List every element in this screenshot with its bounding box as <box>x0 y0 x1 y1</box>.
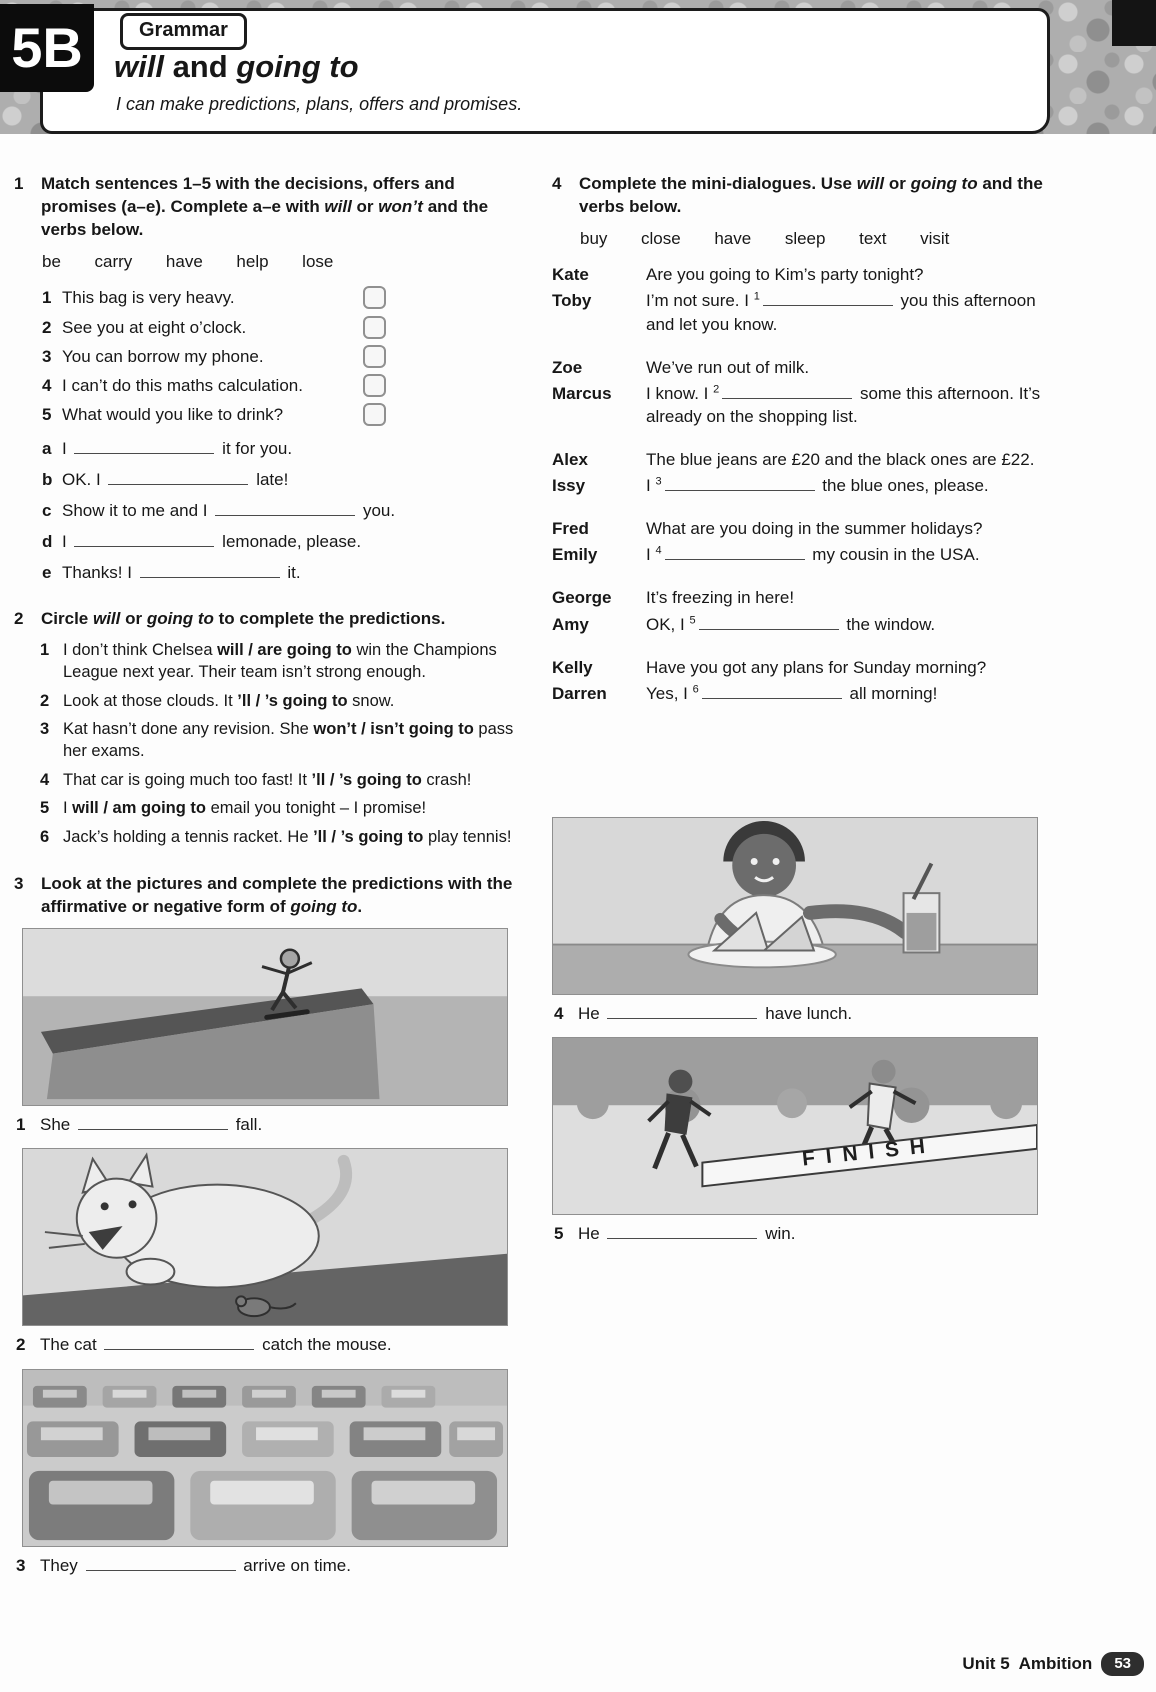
answer-box[interactable] <box>363 374 386 397</box>
picture-3-caption <box>16 1554 514 1577</box>
blank-number: 4 <box>655 544 662 557</box>
text-segment: it for you. <box>217 438 293 458</box>
picture-4-illustration <box>553 818 1037 994</box>
unit-tab: 5B <box>0 4 94 92</box>
answer-sentence <box>62 468 288 491</box>
dialogue-line <box>552 382 1046 428</box>
text-segment: OK. I <box>62 470 106 490</box>
dialogue-text <box>646 263 1046 286</box>
exercise-3-instructions <box>41 872 514 918</box>
text-segment: going to <box>290 897 358 917</box>
text-segment: win the Champions League next year. Their team isn’t strong enough. <box>63 640 497 682</box>
sentence-text: See you at eight o’clock. <box>62 317 247 337</box>
sentence-number: 1 <box>42 288 52 308</box>
text-segment: We’ve run out of milk. <box>646 357 810 377</box>
exercise-2-number: 2 <box>14 608 24 628</box>
write-in-blank[interactable] <box>74 441 214 454</box>
caption-number: 2 <box>16 1335 26 1355</box>
answer-sentence <box>62 530 361 553</box>
picture-5-illustration <box>553 1038 1037 1214</box>
text-segment: won’t <box>378 197 423 217</box>
text-segment: will <box>114 49 164 84</box>
text-segment: or <box>884 174 911 193</box>
text-segment: ’ll / ’s going to <box>311 770 422 789</box>
text-segment: the blue ones, please. <box>817 476 989 496</box>
text-segment: Look at the pictures and complete the predictions with the affirmative or negative form of <box>41 874 513 917</box>
blank-number: 5 <box>689 613 696 626</box>
dialogue-text <box>646 586 1046 609</box>
caption-text <box>40 1113 262 1136</box>
text-segment: It’s freezing in here! <box>646 588 795 608</box>
text-segment: will / are going to <box>217 640 352 659</box>
write-in-blank[interactable] <box>74 534 214 547</box>
text-segment: Are you going to Kim’s party tonight? <box>646 265 924 285</box>
page-columns <box>14 172 1046 1589</box>
text-segment: will / am going to <box>72 799 207 818</box>
match-sentence <box>42 316 386 339</box>
answer-box[interactable] <box>363 403 386 426</box>
text-segment: . <box>357 897 363 917</box>
text-segment: Jack’s holding a tennis racket. He <box>63 827 314 846</box>
caption-number: 1 <box>16 1115 26 1135</box>
page-subtitle: I can make predictions, plans, offers and promises. <box>116 94 523 114</box>
dialogue-line <box>552 656 1046 679</box>
dialogue-line <box>552 289 1046 335</box>
speaker-name: Kelly <box>552 657 593 677</box>
page-title <box>114 46 359 88</box>
answer-letter: d <box>42 532 53 552</box>
speaker-name: Emily <box>552 545 598 565</box>
caption-text <box>40 1333 392 1356</box>
text-segment: it. <box>282 563 301 583</box>
match-sentence <box>42 403 386 426</box>
answer-letter: e <box>42 563 52 583</box>
dialogue-line <box>552 586 1046 609</box>
dialogue-text <box>646 356 1046 379</box>
mini-dialogue <box>552 656 1046 705</box>
text-segment: ’ll / ’s going to <box>313 827 424 846</box>
exercise-3-number: 3 <box>14 874 24 894</box>
speaker-name: George <box>552 588 612 608</box>
text-segment: will <box>324 197 352 217</box>
text-segment: have lunch. <box>760 1003 853 1023</box>
text-segment: Yes, I <box>646 683 693 703</box>
sentence-number: 4 <box>42 375 52 395</box>
text-segment: Kat hasn’t done any revision. She <box>63 719 314 738</box>
text-segment: Have you got any plans for Sunday morning? <box>646 657 987 677</box>
text-segment: Circle <box>41 608 93 628</box>
caption-text <box>578 1222 795 1245</box>
text-segment: Look at those clouds. It <box>63 691 238 710</box>
picture-5-caption <box>554 1222 1046 1245</box>
answer-letter: a <box>42 438 52 458</box>
text-segment: to complete the predictions. <box>213 608 446 628</box>
dialogue-text <box>646 382 1046 428</box>
text-segment: late! <box>251 470 289 490</box>
prediction-item[interactable] <box>40 639 514 684</box>
picture-3-traffic-jam <box>22 1369 508 1547</box>
answer-letter: b <box>42 470 53 490</box>
dialogue-text <box>646 448 1046 471</box>
picture-5-race-finish <box>552 1037 1038 1215</box>
caption-text <box>40 1554 351 1577</box>
text-segment: some this afternoon. It’s already on the shopping list. <box>646 383 1041 426</box>
text-segment: She <box>40 1115 75 1135</box>
item-number: 4 <box>40 770 50 789</box>
item-text <box>63 826 514 848</box>
blank-number: 1 <box>753 290 760 303</box>
match-sentence <box>42 374 386 397</box>
sentence-number: 3 <box>42 346 52 366</box>
text-segment: They <box>40 1555 83 1575</box>
page-corner-block <box>1112 0 1156 46</box>
speaker-name: Zoe <box>552 357 583 377</box>
text-segment: I <box>646 545 656 565</box>
sentence-number: 5 <box>42 404 52 424</box>
text-segment: Thanks! I <box>62 563 137 583</box>
caption-number: 3 <box>16 1555 26 1575</box>
text-segment: He <box>578 1223 605 1243</box>
dialogue-line <box>552 474 1046 497</box>
answer-list <box>14 437 514 585</box>
match-list <box>14 286 514 426</box>
text-segment: fall. <box>230 1115 263 1135</box>
text-segment: catch the mouse. <box>257 1335 392 1355</box>
write-in-blank[interactable] <box>607 1226 757 1239</box>
sentence-text: This bag is very heavy. <box>62 288 235 308</box>
picture-2-caption <box>16 1333 514 1356</box>
answer-sentence <box>62 561 301 584</box>
write-in-blank[interactable] <box>722 386 852 399</box>
item-text <box>63 769 514 791</box>
match-sentence <box>42 286 386 309</box>
match-sentence <box>42 345 386 368</box>
dialogue-line <box>552 448 1046 471</box>
dialogue-line <box>552 517 1046 540</box>
text-segment: will <box>92 608 121 628</box>
exercise-1-instructions <box>41 172 514 241</box>
dialogue-line <box>552 263 1046 286</box>
write-in-blank[interactable] <box>665 547 805 560</box>
text-segment: Complete the mini-dialogues. Use <box>579 174 857 193</box>
answer-line <box>42 499 514 522</box>
answer-letter: c <box>42 501 52 521</box>
page-footer <box>962 1652 1144 1676</box>
blank-number: 6 <box>692 683 699 696</box>
picture-4-boy-lunch <box>552 817 1038 995</box>
footer-unit-label: Unit 5 <box>962 1654 1010 1674</box>
text-segment: lemonade, please. <box>217 532 362 552</box>
picture-3-illustration <box>23 1370 507 1546</box>
picture-1-caption <box>16 1113 514 1136</box>
prediction-item[interactable] <box>40 797 514 819</box>
answer-sentence <box>62 437 292 460</box>
exercise-2 <box>14 607 514 849</box>
item-number: 1 <box>40 640 50 659</box>
speaker-name: Toby <box>552 291 592 311</box>
finish-banner-text: FINISH <box>801 1133 937 1171</box>
answer-box[interactable] <box>363 286 386 309</box>
exercise-4-instructions <box>579 172 1046 218</box>
text-segment: What are you doing in the summer holidays? <box>646 519 983 539</box>
answer-line <box>42 468 514 491</box>
speaker-name: Alex <box>552 449 588 469</box>
text-segment: crash! <box>421 770 472 789</box>
sentence-number: 2 <box>42 317 52 337</box>
dialogue-text <box>646 474 1046 497</box>
text-segment: and the verbs below. <box>579 174 1043 217</box>
write-in-blank[interactable] <box>104 1337 254 1350</box>
item-text <box>63 690 514 712</box>
text-segment: going to <box>236 49 359 84</box>
text-segment: The cat <box>40 1335 102 1355</box>
text-segment: I <box>62 438 72 458</box>
text-segment: the window. <box>841 614 936 634</box>
write-in-blank[interactable] <box>665 478 815 491</box>
prediction-item[interactable] <box>40 826 514 848</box>
mini-dialogue <box>552 263 1046 335</box>
dialogue-text <box>646 656 1046 679</box>
page-number-badge: 53 <box>1101 1652 1144 1676</box>
dialogue-line <box>552 682 1046 705</box>
text-segment: or <box>351 197 379 217</box>
section-label: Grammar <box>120 13 247 50</box>
answer-box[interactable] <box>363 345 386 368</box>
exercise-1-number: 1 <box>14 174 24 193</box>
text-segment: you. <box>358 501 396 521</box>
item-number: 6 <box>40 827 50 846</box>
text-segment: and the verbs below. <box>41 197 489 240</box>
write-in-blank[interactable] <box>763 293 893 306</box>
mini-dialogue <box>552 448 1046 497</box>
text-segment: I know. I <box>646 383 714 403</box>
right-column <box>552 172 1046 1589</box>
answer-sentence <box>62 499 395 522</box>
footer-topic-label: Ambition <box>1018 1654 1093 1674</box>
exercise-2-instructions <box>41 607 514 630</box>
picture-4-caption <box>554 1002 1046 1025</box>
prediction-item[interactable] <box>40 718 514 763</box>
caption-text <box>578 1002 852 1025</box>
sentence-text: What would you like to drink? <box>62 404 284 424</box>
dialogue-text <box>646 613 1046 636</box>
speaker-name: Fred <box>552 519 589 539</box>
text-segment: I <box>646 476 656 496</box>
exercise-1-word-bank: be carry have help lose <box>42 252 334 272</box>
speaker-name: Marcus <box>552 383 612 403</box>
write-in-blank[interactable] <box>702 686 842 699</box>
mini-dialogue <box>552 586 1046 635</box>
picture-1-illustration <box>23 929 507 1105</box>
text-segment: email you tonight – I promise! <box>206 799 427 818</box>
text-segment: my cousin in the USA. <box>807 545 980 565</box>
picture-1-skateboarder <box>22 928 508 1106</box>
write-in-blank[interactable] <box>86 1558 236 1571</box>
sentence-text: I can’t do this maths calculation. <box>62 375 303 395</box>
picture-2-cat-and-mouse <box>22 1148 508 1326</box>
text-segment: He <box>578 1003 605 1023</box>
text-segment: I <box>63 799 73 818</box>
text-segment: win. <box>760 1223 796 1243</box>
text-segment: you this afternoon and let you know. <box>646 291 1036 334</box>
left-column <box>14 172 514 1589</box>
write-in-blank[interactable] <box>108 472 248 485</box>
write-in-blank[interactable] <box>215 503 355 516</box>
exercise-3-right-pictures <box>552 817 1046 1245</box>
text-segment: Show it to me and I <box>62 501 213 521</box>
answer-line <box>42 561 514 584</box>
exercise-4 <box>552 172 1046 705</box>
item-number: 3 <box>40 719 50 738</box>
caption-number: 4 <box>554 1003 564 1023</box>
dialogue-text <box>646 543 1046 566</box>
item-text <box>63 797 514 819</box>
text-segment: That car is going much too fast! It <box>63 770 312 789</box>
text-segment: ’ll / ’s going to <box>237 691 348 710</box>
text-segment: will <box>856 174 885 193</box>
text-segment: and <box>163 49 237 84</box>
dialogue-line <box>552 356 1046 379</box>
exercise-4-word-bank: buy close have sleep text visit <box>580 229 950 249</box>
dialogue-text <box>646 682 1046 705</box>
dialogue-text <box>646 517 1046 540</box>
prediction-item[interactable] <box>40 769 514 791</box>
speaker-name: Darren <box>552 683 607 703</box>
item-number: 5 <box>40 799 50 818</box>
picture-2-illustration <box>23 1149 507 1325</box>
blank-number: 3 <box>655 475 662 488</box>
exercise-4-number: 4 <box>552 174 562 193</box>
text-segment: I’m not sure. I <box>646 291 754 311</box>
text-segment: play tennis! <box>423 827 512 846</box>
speaker-name: Amy <box>552 614 589 634</box>
text-segment: arrive on time. <box>238 1555 351 1575</box>
answer-line <box>42 530 514 553</box>
mini-dialogue <box>552 517 1046 566</box>
mini-dialogue <box>552 356 1046 428</box>
dialogue-line <box>552 543 1046 566</box>
blank-number: 2 <box>713 383 720 396</box>
text-segment: or <box>120 608 147 628</box>
answer-box[interactable] <box>363 316 386 339</box>
text-segment: I don’t think Chelsea <box>63 640 218 659</box>
write-in-blank[interactable] <box>699 617 839 630</box>
text-segment: The blue jeans are £20 and the black ones are £22. <box>646 449 1035 469</box>
dialogue-line <box>552 613 1046 636</box>
answer-line <box>42 437 514 460</box>
text-segment: all morning! <box>844 683 938 703</box>
text-segment: going to <box>146 608 214 628</box>
text-segment: OK, I <box>646 614 690 634</box>
text-segment: Match sentences 1–5 with the decisions, offers and promises (a–e). Complete a–e with <box>41 174 455 217</box>
sentence-text: You can borrow my phone. <box>62 346 264 366</box>
write-in-blank[interactable] <box>78 1117 228 1130</box>
exercise-3 <box>14 872 514 1577</box>
item-text <box>63 639 514 684</box>
caption-number: 5 <box>554 1223 564 1243</box>
speaker-name: Kate <box>552 265 589 285</box>
text-segment: I <box>62 532 72 552</box>
speaker-name: Issy <box>552 476 586 496</box>
prediction-item[interactable] <box>40 690 514 712</box>
text-segment: going to <box>910 174 978 193</box>
write-in-blank[interactable] <box>607 1006 757 1019</box>
exercise-1 <box>14 172 514 585</box>
write-in-blank[interactable] <box>140 565 280 578</box>
text-segment: snow. <box>347 691 395 710</box>
text-segment: won’t / isn’t going to <box>313 719 474 738</box>
item-number: 2 <box>40 691 50 710</box>
text-segment: pass her exams. <box>63 719 514 761</box>
item-text <box>63 718 514 763</box>
dialogue-text <box>646 289 1046 335</box>
